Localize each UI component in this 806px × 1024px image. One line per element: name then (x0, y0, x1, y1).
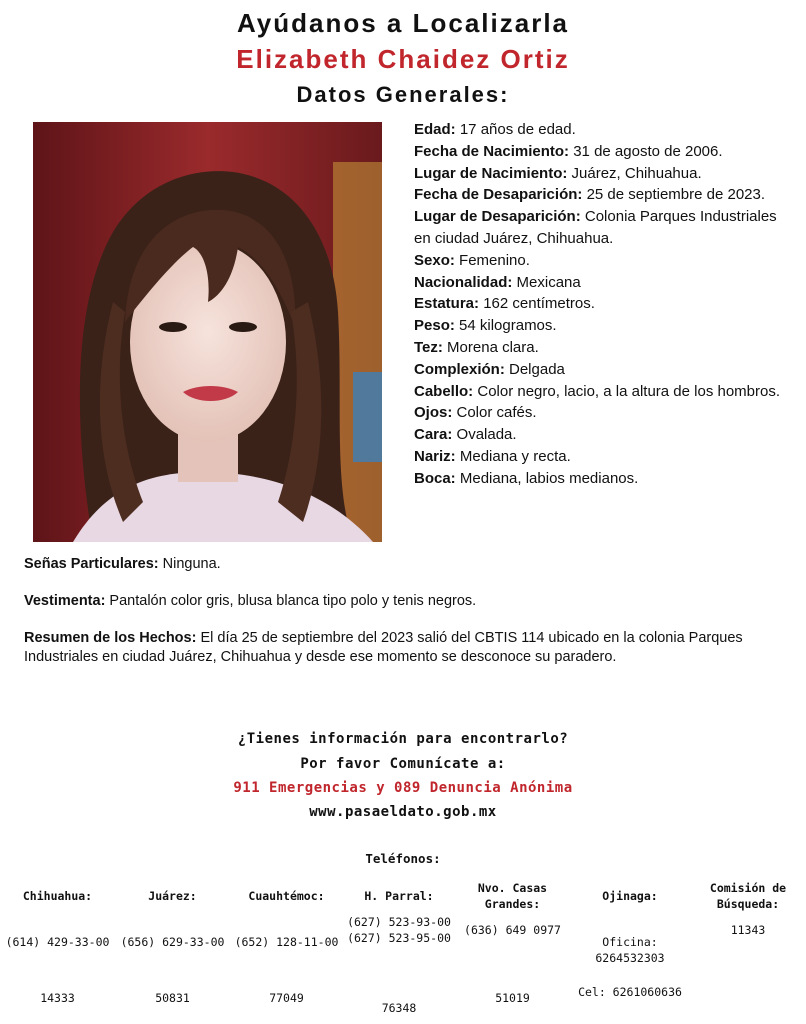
emergency-numbers: 911 Emergencias y 089 Denuncia Anónima (233, 780, 573, 796)
detail-label: Sexo: (414, 251, 455, 269)
phones-cell: (636) 649 0977 (464, 923, 561, 937)
detail-value: Mediana, labios medianos. (455, 469, 639, 487)
distinguishing-marks-value: Ninguna. (158, 556, 221, 572)
detail-label: Edad: (414, 121, 456, 138)
clothing-value: Pantalón color gris, blusa blanca tipo polo y tenis negros. (105, 593, 477, 609)
summary-label: Resumen de los Hechos: (24, 630, 197, 646)
detail-label: Lugar de Desaparición: (414, 208, 581, 226)
detail-row (414, 250, 794, 272)
detail-label: Tez: (414, 338, 443, 356)
detail-label: Estatura: (414, 295, 480, 313)
detail-value: Femenino. (454, 251, 530, 269)
contact-prompt: Por favor Comunícate a: (300, 756, 506, 772)
detail-value: Delgada (504, 360, 565, 378)
detail-label: Complexión: (414, 360, 505, 378)
phones-header-cell: Juárez: (148, 889, 197, 903)
detail-label: Nariz: (414, 447, 456, 465)
detail-row (414, 337, 794, 359)
poster-title: Ayúdanos a Localizarla (236, 8, 570, 38)
detail-row (414, 206, 794, 250)
phones-header-cell: Ojinaga: (602, 889, 658, 903)
clothing-label: Vestimenta: (24, 593, 106, 609)
missing-person-name: Elizabeth Chaidez Ortiz (236, 44, 570, 74)
general-details-list (414, 119, 794, 490)
detail-row (414, 424, 794, 446)
detail-value: Ovalada. (452, 426, 517, 444)
detail-label: Cara: (414, 426, 453, 444)
phones-cell: 77049 (269, 991, 304, 1005)
phones-cell: Cel: 6261060636 (578, 985, 682, 999)
phones-header-cell: H. Parral: (364, 889, 434, 903)
detail-value: Mediana y recta. (455, 447, 571, 465)
detail-label: Fecha de Nacimiento: (414, 142, 570, 160)
detail-value: Mexicana (512, 273, 581, 291)
detail-label: Cabello: (414, 382, 474, 400)
detail-value: 162 centímetros. (479, 295, 595, 313)
detail-label: Boca: (414, 469, 456, 487)
detail-row (414, 446, 794, 468)
detail-value: Color cafés. (452, 404, 537, 422)
detail-label: Ojos: (414, 404, 453, 422)
phones-header-cell: Nvo. Casas Grandes: (477, 881, 548, 911)
clothing (24, 592, 794, 611)
detail-row (414, 272, 794, 294)
phones-header-cell: Cuauhtémoc: (248, 889, 325, 903)
phones-cell: 76348 (381, 1001, 417, 1015)
phones-header-cell: Chihuahua: (22, 889, 93, 903)
phones-cell: 50831 (155, 991, 190, 1005)
detail-value: Color negro, lacio, a la altura de los hombros. (473, 382, 781, 400)
detail-label: Peso: (414, 317, 455, 335)
detail-value: 17 años de edad. (455, 121, 576, 138)
detail-value: Juárez, Chihuahua. (567, 164, 702, 182)
summary-value: El día 25 de septiembre del 2023 salió del CBTIS 114 ubicado en la colonia Parques Industriales en ciudad Juárez, Chihuahua y desde ese momento se desconoce su paradero. (24, 630, 743, 665)
detail-row (414, 141, 794, 163)
phones-cell: (656) 629-33-00 (120, 935, 225, 949)
info-question: ¿Tienes información para encontrarlo? (237, 731, 569, 747)
detail-value: 54 kilogramos. (454, 317, 557, 335)
phones-cell: (652) 128-11-00 (234, 935, 339, 949)
phones-cell: (627) 523-93-00 (627) 523-95-00 (347, 915, 451, 945)
detail-row (414, 119, 794, 141)
phones-cell: 14333 (40, 991, 75, 1005)
detail-value: Colonia Parques Industriales en ciudad Juárez, Chihuahua. (414, 208, 777, 247)
detail-row (414, 163, 794, 185)
summary-of-facts (24, 629, 794, 667)
detail-value: Morena clara. (442, 338, 539, 356)
detail-label: Lugar de Nacimiento: (414, 164, 568, 182)
phones-header-cell: Comisión de Búsqueda: (709, 881, 787, 911)
distinguishing-marks-label: Señas Particulares: (24, 556, 159, 572)
detail-label: Fecha de Desaparición: (414, 186, 583, 204)
website-link[interactable]: www.pasaeldato.gob.mx (309, 804, 497, 820)
phones-cell: (614) 429-33-00 (5, 935, 110, 949)
section-title: Datos Generales: (296, 82, 510, 107)
detail-value: 31 de agosto de 2006. (569, 142, 723, 160)
detail-row (414, 468, 794, 490)
phones-cell: Oficina: 6264532303 (595, 935, 665, 965)
detail-row (414, 293, 794, 315)
phones-title: Teléfonos: (365, 851, 441, 866)
phones-cell: 51019 (495, 991, 530, 1005)
phones-cell: 11343 (730, 923, 766, 937)
detail-value: 25 de septiembre de 2023. (582, 186, 766, 204)
detail-row (414, 359, 794, 381)
detail-row (414, 315, 794, 337)
detail-row (414, 381, 794, 403)
person-photo (33, 122, 382, 542)
distinguishing-marks (24, 555, 794, 574)
detail-label: Nacionalidad: (414, 273, 513, 291)
detail-row (414, 402, 794, 424)
detail-row (414, 184, 794, 206)
